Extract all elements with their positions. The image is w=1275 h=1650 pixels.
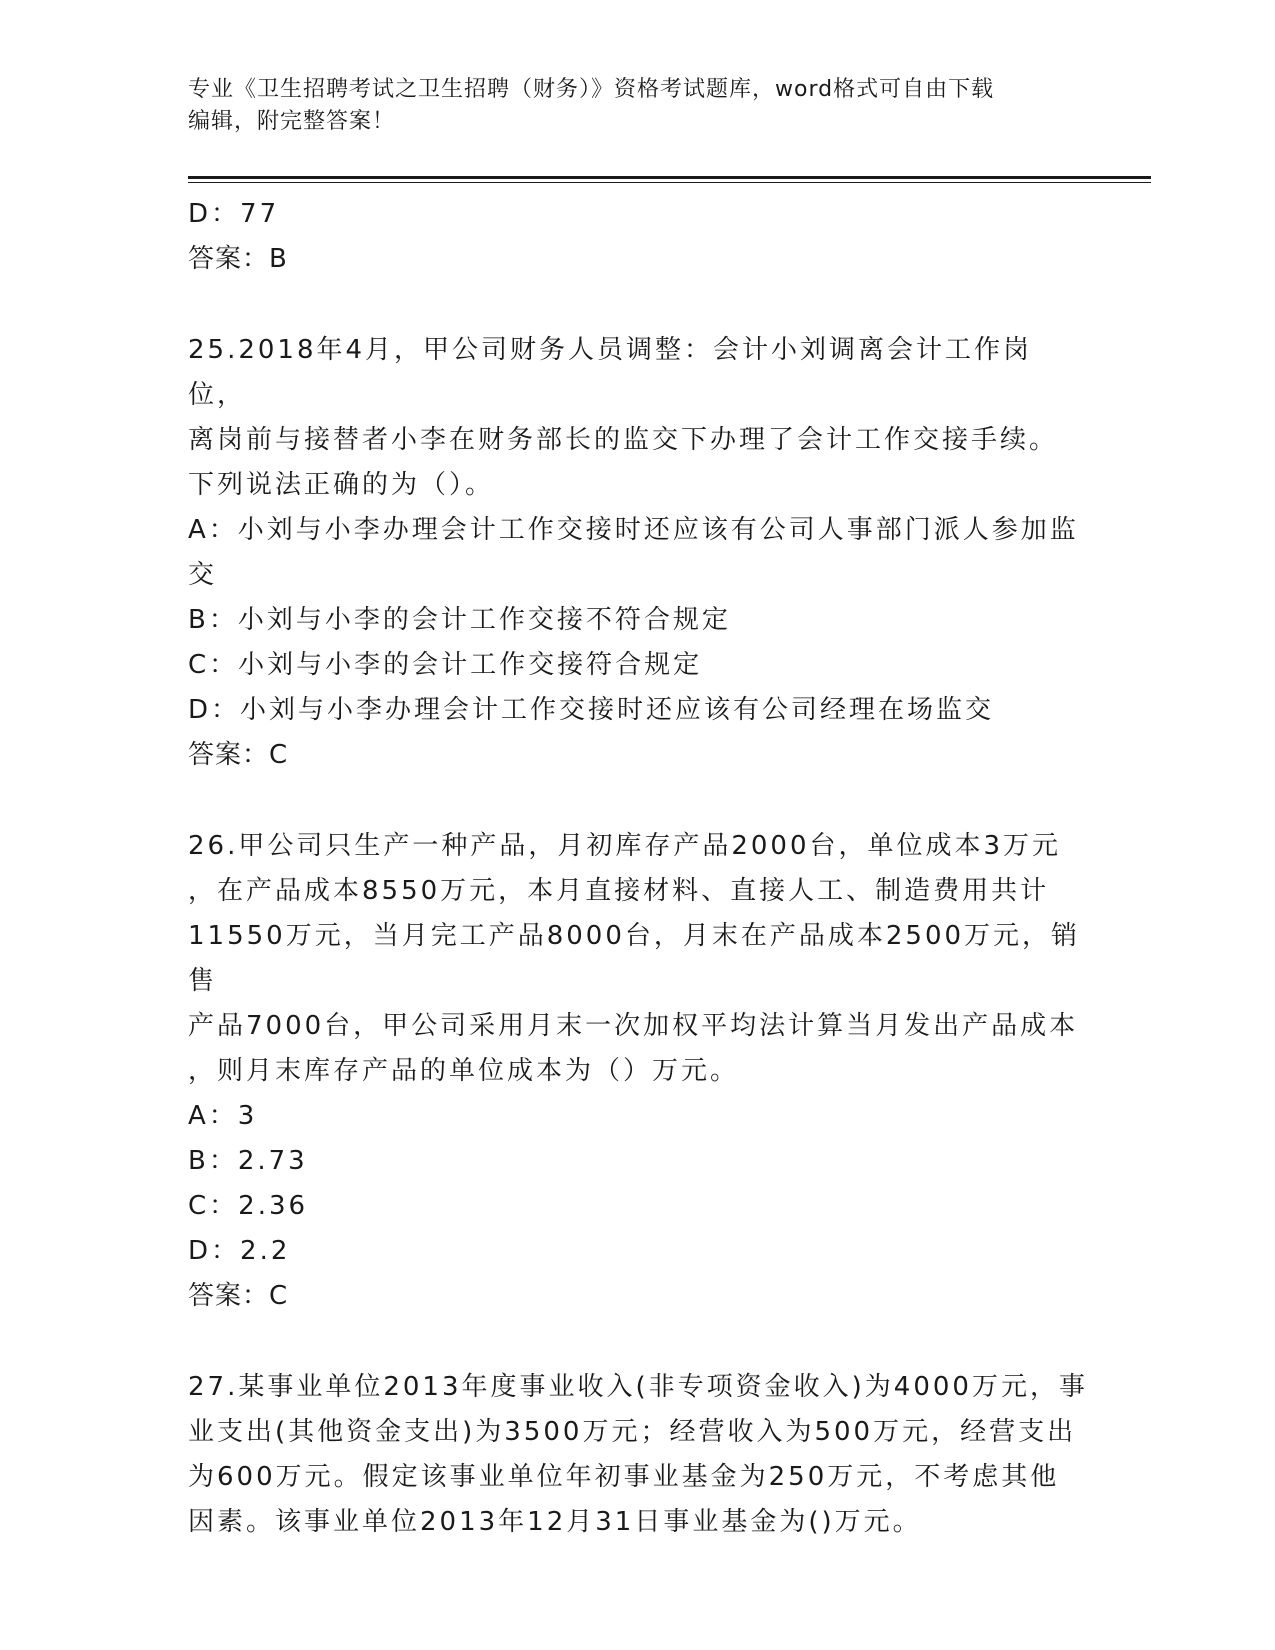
question-27-line-2: 业支出(其他资金支出)为3500万元；经营收入为500万元，经营支出 bbox=[188, 1417, 1077, 1447]
prev-option-d: D：77 bbox=[188, 199, 280, 229]
question-27-line-1: 27.某事业单位2013年度事业收入(非专项资金收入)为4000万元，事 bbox=[188, 1372, 1088, 1402]
question-27 bbox=[188, 1365, 1088, 1545]
header-line-1: 专业《卫生招聘考试之卫生招聘（财务）》资格考试题库，word格式可自由下载 bbox=[188, 77, 995, 102]
question-26-line-1: 26.甲公司只生产一种产品，月初库存产品2000台，单位成本3万元 bbox=[188, 831, 1062, 861]
question-26-option-d: D：2.2 bbox=[188, 1236, 291, 1266]
spacer bbox=[188, 282, 1088, 328]
question-26-line-2: ，在产品成本8550万元，本月直接材料、直接人工、制造费用共计 bbox=[188, 876, 1050, 906]
question-25-option-d: D：小刘与小李办理会计工作交接时还应该有公司经理在场监交 bbox=[188, 695, 995, 725]
question-27-line-4: 因素。该事业单位2013年12月31日事业基金为()万元。 bbox=[188, 1507, 922, 1537]
question-26-line-3: 11550万元，当月完工产品8000台，月末在产品成本2500万元，销售 bbox=[188, 921, 1081, 996]
question-26-answer: 答案：C bbox=[188, 1281, 289, 1311]
prev-answer: 答案：B bbox=[188, 244, 288, 274]
question-27-line-3: 为600万元。假定该事业单位年初事业基金为250万元，不考虑其他 bbox=[188, 1462, 1060, 1492]
question-26-option-a: A：3 bbox=[188, 1101, 258, 1131]
spacer bbox=[188, 778, 1088, 824]
question-25-option-b: B：小刘与小李的会计工作交接不符合规定 bbox=[188, 605, 731, 635]
question-25-line-1: 25.2018年4月，甲公司财务人员调整：会计小刘调离会计工作岗位， bbox=[188, 335, 1033, 410]
question-25-option-c: C：小刘与小李的会计工作交接符合规定 bbox=[188, 650, 703, 680]
question-25 bbox=[188, 328, 1088, 778]
spacer bbox=[188, 1319, 1088, 1365]
document-body bbox=[188, 192, 1088, 1545]
question-26 bbox=[188, 824, 1088, 1319]
question-26-option-b: B：2.73 bbox=[188, 1146, 308, 1176]
question-25-option-a-cont: 交 bbox=[188, 560, 218, 590]
header-rule-thin bbox=[188, 182, 1151, 183]
header-rule-thick bbox=[188, 176, 1151, 179]
header-line-2: 编辑，附完整答案！ bbox=[188, 109, 396, 134]
question-26-line-5: ，则月末库存产品的单位成本为（）万元。 bbox=[188, 1056, 740, 1086]
question-25-option-a: A：小刘与小李办理会计工作交接时还应该有公司人事部门派人参加监 bbox=[188, 515, 1079, 545]
question-25-line-3: 下列说法正确的为（）。 bbox=[188, 470, 495, 500]
question-26-line-4: 产品7000台，甲公司采用月末一次加权平均法计算当月发出产品成本 bbox=[188, 1011, 1079, 1041]
question-26-option-c: C：2.36 bbox=[188, 1191, 309, 1221]
question-25-answer: 答案：C bbox=[188, 740, 289, 770]
page-header bbox=[188, 74, 1088, 138]
question-25-line-2: 离岗前与接替者小李在财务部长的监交下办理了会计工作交接手续。 bbox=[188, 425, 1059, 455]
